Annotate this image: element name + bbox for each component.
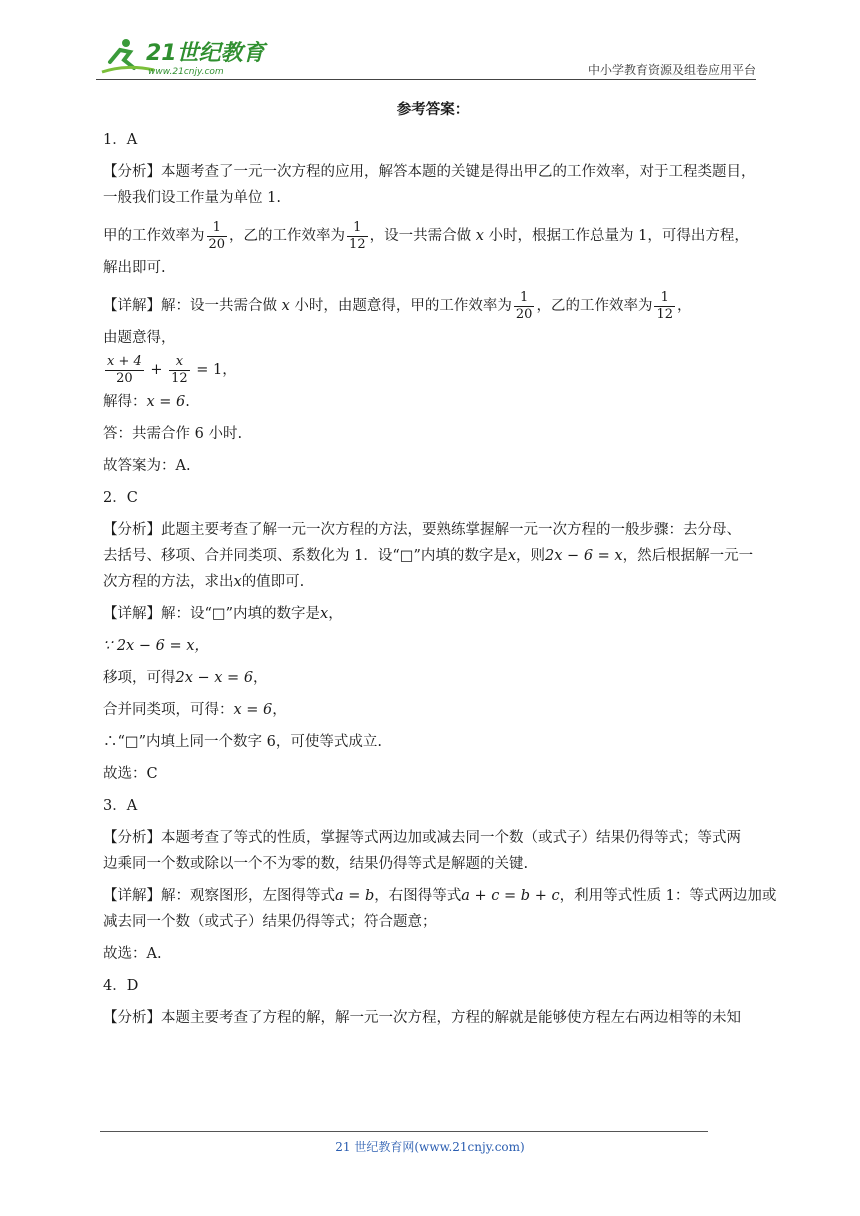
answer-content: [103, 98, 777, 1039]
q1-answer: 答：共需合作 6 小时.: [103, 426, 243, 442]
q2-detail-line1: 【详解】解：设“□”内填的数字是x，: [103, 606, 343, 622]
header-divider: [96, 79, 756, 80]
footer-divider: [100, 1131, 708, 1132]
fraction-1-12-b: $\frac{1}{12}$: [656, 289, 673, 322]
q1-final: 故答案为：A.: [103, 458, 191, 474]
q3-number: 3．A: [103, 798, 138, 814]
q2-final: 故选：C: [103, 766, 158, 782]
q4-number: 4．D: [103, 978, 139, 994]
q3-detail-line1: 【详解】解：观察图形，左图得等式a = b，右图得等式a + c = b + c，利用等式性质 1：等式两边加或: [103, 888, 777, 904]
q3-analysis-line1: 【分析】本题考查了等式的性质，掌握等式两边加或减去同一个数（或式子）结果仍得等式；等式两: [103, 830, 741, 846]
q1-analysis-line4: 解出即可.: [103, 260, 166, 276]
q3-detail-line2: 减去同一个数（或式子）结果仍得等式；符合题意；: [103, 914, 437, 930]
q1-detail-line1: 【详解】解：设一共需合做 x 小时，由题意得，甲的工作效率为 $\frac{1}{20}$ ，乙的工作效率为 $\frac{1}{12}$ ，: [103, 289, 692, 322]
q1-detail-line2: 由题意得，: [103, 330, 176, 346]
q1-analysis-line2: 一般我们设工作量为单位 1.: [103, 190, 281, 206]
q4-analysis-line1: 【分析】本题主要考查了方程的解，解一元一次方程，方程的解就是能够使方程左右两边相等的未知: [103, 1010, 741, 1026]
site-logo: [96, 34, 296, 78]
q1-analysis-line3: 甲的工作效率为 $\frac{1}{20}$ ，乙的工作效率为 $\frac{1}{12}$ ，设一共需合做 x 小时，根据工作总量为 1，可得出方程，: [103, 219, 749, 252]
q2-analysis-line3: 次方程的方法，求出x的值即可.: [103, 574, 305, 590]
q2-number: 2．C: [103, 490, 138, 506]
footer-text: 21 世纪教育网(www.21cnjy.com): [335, 1140, 525, 1154]
header-platform-text: 中小学教育资源及组卷应用平台: [587, 63, 756, 77]
q3-final: 故选：A.: [103, 946, 162, 962]
fraction-1-12: $\frac{1}{12}$: [349, 219, 366, 252]
q3-analysis-line2: 边乘同一个数或除以一个不为零的数，结果仍得等式是解题的关键.: [103, 856, 529, 872]
svg-text:www.21cnjy.com: www.21cnjy.com: [148, 67, 224, 77]
q1-number: 1．A: [103, 132, 138, 148]
q1-equation: $\frac{x + 4}{20}$ + $\frac{x}{12}$ = 1，: [107, 353, 237, 386]
fraction-1-20-b: $\frac{1}{20}$: [515, 289, 533, 322]
q2-detail-line2: ∵ 2x − 6 = x，: [103, 638, 209, 654]
q1-solution: 解得：x = 6.: [103, 394, 190, 410]
q2-analysis-line1: 【分析】此题主要考查了解一元一次方程的方法，要熟练掌握解一元一次方程的一般步骤：去分母、: [103, 522, 741, 538]
page-title: 参考答案：: [396, 102, 470, 118]
q2-detail-line4: 合并同类项，可得：x = 6，: [103, 702, 287, 718]
page-header: [96, 30, 756, 80]
q1-analysis-line1: 【分析】本题考查了一元一次方程的应用，解答本题的关键是得出甲乙的工作效率，对于工程类题目，: [103, 164, 756, 180]
fraction-1-20: $\frac{1}{20}$: [208, 219, 226, 252]
q2-detail-line5: ∴“□”内填上同一个数字 6，可使等式成立.: [103, 734, 382, 750]
svg-text:21世纪教育: 21世纪教育: [146, 41, 265, 66]
q2-analysis-line2: 去括号、移项、合并同类项、系数化为 1．设“□”内填的数字是x，则2x − 6 = x，然后根据解一元一: [103, 548, 754, 564]
q2-detail-line3: 移项，可得2x − x = 6，: [103, 670, 268, 686]
